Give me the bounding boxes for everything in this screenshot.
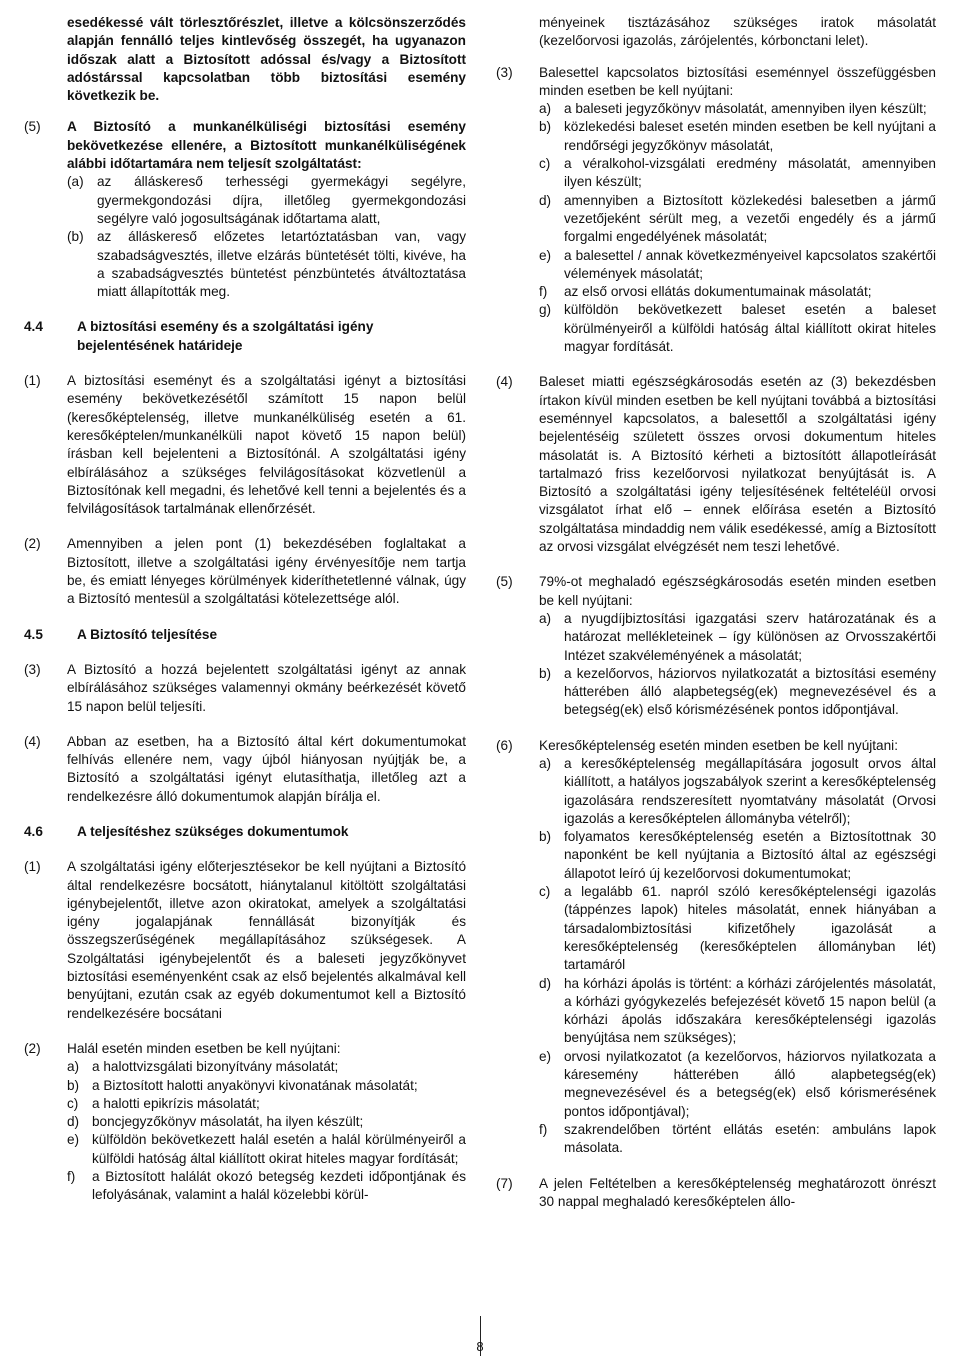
- intro-paragraph: esedékessé vált törlesztőrészlet, illetve a kölcsönszerződés alapján fennálló teljes kintlevőség összegét, ha ugyanazon időszak alatt a Biztosított adóssal és/vagy a Biztosított adóstárssal kapcsolatban több biztosítási esemény következik be.: [67, 15, 466, 104]
- sub-item: [67, 228, 466, 301]
- clause-number: (3): [24, 661, 41, 677]
- sub-label: c): [539, 156, 551, 172]
- clause-text: Keresőképtelenség esetén minden esetben be kell nyújtani:: [539, 737, 898, 753]
- clause-text: Halál esetén minden esetben be kell nyújtani:: [67, 1040, 341, 1056]
- sub-item: [67, 1168, 466, 1205]
- sub-label: (a): [67, 174, 84, 190]
- sub-item: [539, 975, 936, 1048]
- sub-text: boncjegyzőkönyv másolatát, ha ilyen készült;: [92, 1114, 364, 1130]
- sub-label: e): [539, 247, 552, 263]
- sub-text: a halottvizsgálati bizonyítvány másolatát;: [92, 1059, 339, 1075]
- sub-item: [67, 1077, 466, 1095]
- sub-label: c): [539, 884, 551, 900]
- sub-text: a balesettel / annak következményeivel kapcsolatos szakértői vélemények másolatát;: [564, 247, 936, 281]
- sub-label: b): [539, 829, 552, 845]
- sub-item: [539, 1048, 936, 1121]
- sub-text: közlekedési baleset esetén minden esetben be kell nyújtani a rendőrségi jegyzőkönyv másolatát,: [564, 119, 936, 153]
- clause-number: (5): [496, 574, 513, 590]
- sub-label: f): [67, 1169, 76, 1185]
- sub-text: a legalább 61. napról szóló keresőképtelenségi igazolás (táppénzes lapok) hiteles másolatát, ennek hiányában a társadalombiztosítási kifizetőhely igazolását a keresőképtelenség (keresőképtelen állományban lét) tartamáról: [564, 884, 936, 973]
- clause-number: (1): [24, 373, 41, 389]
- clause-text: 79%-ot meghaladó egészségkárosodás esetén minden esetben be kell nyújtani:: [539, 574, 936, 608]
- sub-text: amennyiben a Biztosított közlekedési balesetben a jármű vezetőjeként sérült meg, a vezetői engedély és a jármű forgalmi engedélyének másolatát;: [564, 192, 936, 245]
- clause-4: [496, 373, 936, 556]
- sub-label: b): [67, 1077, 80, 1093]
- section-heading-4-5: [24, 626, 466, 644]
- right-column: [496, 14, 936, 1211]
- sub-label: a): [67, 1059, 80, 1075]
- section-title: A teljesítéshez szükséges dokumentumok: [77, 823, 349, 839]
- clause-1: [24, 858, 466, 1023]
- sub-text: külföldön bekövetkezett halál esetén a halál körülményeiről a külföldi hatóság által kiállított okirat hiteles magyar fordítását;: [92, 1132, 466, 1166]
- sub-label: b): [539, 119, 552, 135]
- sub-text: az álláskereső előzetes letartóztatásban van, vagy szabadságvesztés, illetve elzárás büntetését tölti, kivéve, ha a szabadságvesztés büntetést pénzbüntetés átváltoztatása miatt állapították meg.: [97, 229, 466, 300]
- clause-4: [24, 733, 466, 806]
- sub-text: a Biztosított halálát okozó betegség kezdeti időpontjának és lefolyásának, valamint a halál közelebbi körül-: [92, 1169, 466, 1203]
- sub-text: ha kórházi ápolás is történt: a kórházi zárójelentés másolatát, a kórházi gyógykezelés befejezését követő 15 napon belül (a kórházi ápolás időszakára keresőképtelenségi igazolás benyújtása nem szükséges);: [564, 975, 936, 1046]
- clause-number: (4): [496, 374, 513, 390]
- sub-text: a halotti epikrízis másolatát;: [92, 1095, 260, 1111]
- clause-number: (2): [24, 536, 41, 552]
- clause-number: (3): [496, 64, 513, 80]
- sub-label: e): [67, 1132, 80, 1148]
- clause-number: (1): [24, 859, 41, 875]
- sub-text: a baleseti jegyzőkönyv másolatát, amennyiben ilyen készült;: [564, 101, 927, 117]
- sub-text: szakrendelőben történt ellátás esetén: ambuláns lapok másolata.: [564, 1121, 936, 1156]
- sub-item: [539, 301, 936, 356]
- clause-2: [24, 1040, 466, 1205]
- sub-label: g): [539, 302, 552, 318]
- sub-text: a véralkohol-vizsgálati eredmény másolatát, amennyiben ilyen készült;: [564, 156, 936, 190]
- clause-text: A biztosítási eseményt és a szolgáltatási igényt a biztosítási esemény bekövetkezésétől számított 15 napon belül (keresőképtelenség, illetve munkanélküliség esetén a 61. keresőképtelen/munkanélküli napot követő 15 napon belül) írásban kell bejelenteni a Biztosítónál. A szolgáltatási igény elbírálásához a szükséges felvilágosításokat közvetlenül a Biztosítónak kell megadni, és lehetővé kell tenni a bejelentés és a felvilágosítások tartalmának ellenőrzését.: [67, 373, 466, 517]
- clause-5: [24, 118, 466, 301]
- sub-item: [539, 755, 936, 828]
- sub-item: [539, 828, 936, 883]
- sub-text: orvosi nyilatkozatot (a kezelőorvos, háziorvos nyilatkozata a káresemény hátterében álló alapbetegség(ek) megnevezésével és a betegség(ek) első kórismerésének pontos időpontjával);: [564, 1048, 936, 1119]
- clause-number: (7): [496, 1175, 513, 1191]
- sub-text: a kezelőorvos, háziorvos nyilatkozatát a biztosítási esemény hátterében álló alapbetegség(ek) megnevezésével és a betegség(ek) első kórismézésének pontos időpontjával.: [564, 665, 936, 718]
- sub-label: a): [539, 755, 552, 771]
- continued-paragraph: ményeinek tisztázásához szükséges iratok másolatát (kezelőorvosi igazolás, zárójelentés, kórbonctani lelet).: [539, 15, 936, 49]
- sub-label: d): [539, 192, 552, 208]
- sub-item: [539, 665, 936, 720]
- section-number: 4.5: [24, 626, 43, 642]
- clause-text: Baleset miatti egészségkárosodás esetén az (3) bekezdésben írtakon kívül minden esetben be kell nyújtani továbbá a biztosítási eseménnyel kapcsolatos, a balesettől a szolgáltatási igény bejelentéséig született összes orvosi dokumentum hiteles másolatát is. A Biztosító kérheti a biztosítótt állapotleírását tartalmazó friss kezelőorvosi nyilatkozat benyújtását is. A Biztosító a szolgáltatási igény teljesítésének feltételéül orvosi vizsgálatot írhat elő – ennek előírása esetén a Biztosító szolgáltatása mindaddig nem válik esedékessé, amíg a Biztosított az orvosi vizsgálat elvégzését nem teszi lehetővé.: [539, 374, 936, 555]
- clause-3: [24, 661, 466, 716]
- sub-label: f): [539, 1121, 548, 1137]
- clause-1: [24, 372, 466, 518]
- sub-item: [67, 1095, 466, 1113]
- clause-text: A jelen Feltételben a keresőképtelenség meghatározott önrészt 30 nappal meghaladó keresőképtelen állo-: [539, 1175, 936, 1209]
- sub-item: [539, 192, 936, 247]
- clause-number: (5): [24, 119, 41, 135]
- section-title: A biztosítási esemény és a szolgáltatási igény bejelentésének határideje: [77, 319, 374, 353]
- sub-label: d): [539, 975, 552, 991]
- clause-text: A szolgáltatási igény előterjesztésekor be kell nyújtani a Biztosító által rendelkezésre bocsátott, hiánytalanul kitöltött szolgáltatási igénybejelentőt, illetve azon okiratokat, amelyek a szolgáltatási igény jogalapjának fennállását bizonyítják és összegszerűségének megállapításához szükségesek. A Szolgáltatási igénybejelentőt és a baleseti jegyzőkönyvet biztosítási eseményenként csak az első bejelentés alkalmával kell benyújtani, ezután csak az egyéb dokumentumot kell a Biztosító rendelkezésére bocsátani: [67, 859, 466, 1021]
- sub-item: [539, 247, 936, 284]
- sub-item: [67, 173, 466, 228]
- sub-text: a nyugdíjbiztosítási igazgatási szerv határozatának és a határozat mellékleteinek – így különösen az Orvosszakértői Intézet szakvéleményének a másolatát;: [564, 610, 936, 663]
- sub-label: b): [539, 665, 552, 681]
- sub-text: az álláskereső terhességi gyermekágyi segélyre, gyermekgondozási díjra, illetőleg gyermekgondozási segélyre való jogosultságának időtartama alatt,: [97, 174, 466, 226]
- section-number: 4.4: [24, 319, 43, 335]
- section-number: 4.6: [24, 823, 43, 839]
- clause-7: [496, 1175, 936, 1212]
- sub-item: [67, 1058, 466, 1076]
- clause-number: (6): [496, 737, 513, 753]
- clause-text: Balesettel kapcsolatos biztosítási eseménnyel összefüggésben minden esetben be kell nyújtani:: [539, 64, 936, 98]
- sub-item: [67, 1113, 466, 1131]
- clause-6: [496, 737, 936, 1158]
- sub-label: d): [67, 1114, 80, 1130]
- sub-item: [539, 118, 936, 155]
- sub-item: [539, 1121, 936, 1158]
- sub-text: a Biztosított halotti anyakönyvi kivonatának másolatát;: [92, 1077, 418, 1093]
- sub-label: f): [539, 284, 548, 300]
- clause-text: A Biztosító a hozzá bejelentett szolgáltatási igényt az annak elbírálásához szükséges valamennyi okmány beérkezését követő 15 napon belül teljesíti.: [67, 661, 466, 714]
- clause-2: [24, 535, 466, 608]
- clause-number: (2): [24, 1040, 41, 1056]
- section-title: A Biztosító teljesítése: [77, 626, 217, 642]
- clause-text: Amennyiben a jelen pont (1) bekezdésében foglaltakat a Biztosított, illetve a szolgáltatási igény érvényesítője nem tartja be, és emiatt lényeges körülmények kideríthetetlenné válnak, úgy a Biztosító mentesül a szolgáltatási kötelezettsége alól.: [67, 536, 466, 607]
- clause-text: A Biztosító a munkanélküliségi biztosítási esemény bekövetkezése ellenére, a Biztosított munkanélküliségének alábbi időtartamára nem teljesít szolgáltatást:: [67, 119, 466, 172]
- clause-5: [496, 573, 936, 719]
- sub-label: a): [539, 610, 552, 626]
- section-heading-4-6: [24, 823, 466, 841]
- clause-number: (4): [24, 733, 41, 749]
- sub-label: a): [539, 101, 552, 117]
- clause-text: Abban az esetben, ha a Biztosító által kért dokumentumokat felhívás ellenére nem, vagy újból hiányosan nyújtják be, a Biztosító a szolgáltatási igényt elutasíthatja, illetőleg azt a rendelkezésre álló dokumentumok alapján bírálja el.: [67, 733, 466, 804]
- section-heading-4-4: [24, 318, 466, 355]
- sub-label: e): [539, 1048, 552, 1064]
- sub-item: [539, 610, 936, 665]
- sub-text: az első orvosi ellátás dokumentumainak másolatát;: [564, 284, 872, 300]
- sub-item: [539, 100, 936, 118]
- sub-item: [67, 1131, 466, 1168]
- page-number: 8: [476, 1339, 484, 1354]
- clause-3: [496, 64, 936, 357]
- sub-item: [539, 155, 936, 192]
- sub-text: folyamatos keresőképtelenség esetén a Biztosítottnak 30 naponként be kell nyújtania a Biztosító által az egészségi állapotot leíró új kezelőorvosi dokumentumokat;: [564, 829, 936, 881]
- sub-item: [539, 283, 936, 301]
- sub-text: külföldön bekövetkezett baleset esetén a baleset körülményeiről a külföldi hatóság által kiállított okirat hiteles magyar fordítását.: [564, 302, 936, 355]
- sub-label: (b): [67, 229, 84, 245]
- sub-item: [539, 883, 936, 974]
- left-column: [24, 14, 466, 1205]
- sub-text: a keresőképtelenség megállapítására jogosult orvos által kiállított, a hatályos jogszabályok szerint a keresőképtelenség igazolására rendszeresített nyomtatvány másolatát (Orvosi igazolás a keresőképtelen állományba vételről);: [564, 755, 936, 826]
- sub-label: c): [67, 1095, 79, 1111]
